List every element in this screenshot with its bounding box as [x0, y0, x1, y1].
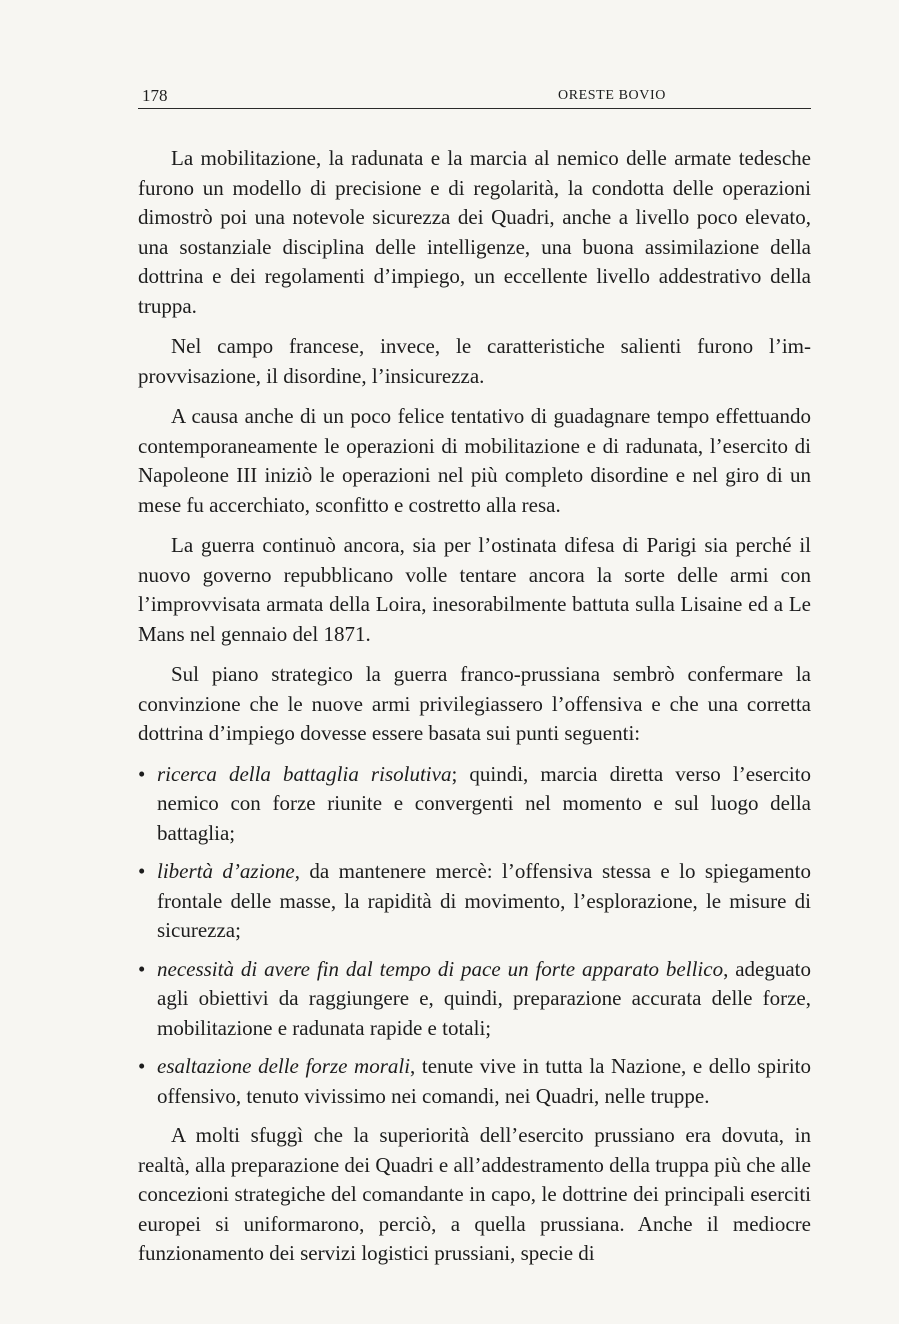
bullet-icon: •: [138, 859, 146, 883]
list-item-text: , tenute vive in tutta la Nazione, e dello spirito offensivo, tenuto vivissimo nei comandi, nei Quadri, nelle truppe.: [157, 1054, 811, 1108]
list-item: [138, 1052, 811, 1111]
paragraph-1: La mobilitazione, la radunata e la marcia al nemico delle armate tedesche furono un modello di precisione e di regolarità, la condotta delle operazioni dimostrò poi una notevole sicurezza dei Quadri, anche a livello poco elevato, una sostanziale disciplina delle intelligenze, una buona assimilazione della dottrina e dei regolamenti d’impiego, un eccellente livello addestrativo della truppa.: [138, 146, 811, 318]
running-head: [138, 84, 811, 109]
running-head-author: ORESTE BOVIO: [558, 88, 666, 103]
list-item-term: ricerca della battaglia risolutiva: [157, 761, 452, 786]
list-item: [138, 857, 811, 946]
list-item-term: libertà d’azione: [157, 859, 295, 883]
closing-paragraph: A molti sfuggì che la superiorità dell’esercito prussiano era dovuta, in realtà, alla preparazione dei Quadri e all’addestramento della truppa più che alle concezioni strategiche del comandante in capo, le dottrine dei principali eserciti europei si uniformarono, perciò, a quella prussiana. Anche il mediocre funzionamento dei servizi logistici prussiani, specie di: [138, 1123, 811, 1265]
paragraph-4: La guerra continuò ancora, sia per l’ostinata difesa di Parigi sia perché il nuovo governo repubblicano volle tentare ancora la sorte delle armi con l’improvvisata armata della Loira, inesorabilmente battuta sulla Lisaine ed a Le Mans nel gennaio del 1871.: [138, 533, 811, 646]
paragraph-3: A causa anche di un poco felice tentativo di guadagnare tempo effettuando contemporaneamente le operazioni di mobilitazione e di radunata, l’esercito di Napoleone III iniziò le operazioni nel più completo disordine e nel giro di un mese fu accerchiato, sconfitto e costretto alla resa.: [138, 404, 811, 517]
bullet-icon: •: [138, 956, 146, 981]
list-item: [138, 760, 811, 849]
doctrine-points-list: [138, 760, 811, 1112]
list-item-term: esaltazione delle forze morali: [157, 1054, 411, 1078]
paragraph-5: Sul piano strategico la guerra franco-prussiana sembrò confermare la convinzione che le nuove armi privilegiassero l’offensiva e che una corretta dottrina d’impiego dovesse essere basata sui punti seguenti:: [138, 662, 811, 745]
list-item-text: ; quindi, marcia diretta verso l’esercito nemico con forze riunite e convergenti nel momento e sul luogo della battaglia;: [157, 761, 811, 845]
list-item-text: , adeguato agli obiettivi da raggiungere e, quindi, preparazione accurata delle forze, mobilitazione e radunata rapide e totali;: [157, 956, 812, 1040]
page-number: 178: [142, 86, 168, 105]
paragraph-2: Nel campo francese, invece, le caratteristiche salienti furono l’improvvisazione, il disordine, l’insicurezza.: [138, 334, 811, 388]
bullet-icon: •: [138, 1054, 146, 1078]
list-item-term: necessità di avere fin dal tempo di pace un forte apparato bellico: [157, 956, 724, 981]
body-text: [138, 144, 811, 1280]
bullet-icon: •: [138, 761, 146, 786]
list-item-text: , da mantenere mercè: l’offensiva stessa e lo spiegamento frontale delle masse, la rapidità di movimento, l’esplorazione, le misure di sicurezza;: [157, 859, 811, 942]
list-item: [138, 955, 811, 1044]
